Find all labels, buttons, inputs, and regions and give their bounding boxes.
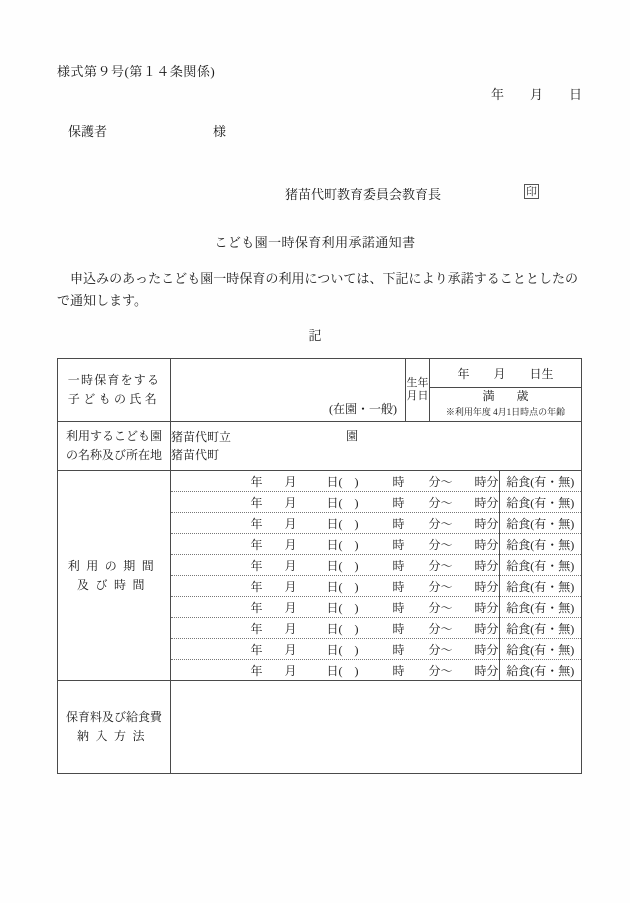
period-hour-to: 時 <box>474 579 487 594</box>
period-month: 月 <box>284 558 297 573</box>
payment-label-line2: 納入方法 <box>76 729 151 743</box>
child-name-input-cell[interactable] <box>171 359 406 422</box>
period-min-to: 分 <box>486 600 499 615</box>
period-min-from: 分～ <box>428 663 453 678</box>
period-month: 月 <box>284 642 297 657</box>
period-day: 日( ) <box>326 663 359 678</box>
period-hour-to: 時 <box>474 537 487 552</box>
table-row <box>171 576 581 597</box>
facility-input-cell[interactable] <box>171 422 582 471</box>
period-hour-from: 時 <box>392 537 405 552</box>
period-hour-from: 時 <box>392 516 405 531</box>
facility-label-line2: の名称及び所在地 <box>65 448 162 462</box>
meal-option-cell[interactable]: 給食(有・無) <box>499 618 581 639</box>
age-row[interactable] <box>430 387 581 421</box>
period-day: 日( ) <box>326 537 359 552</box>
period-datetime-cell[interactable] <box>171 471 499 492</box>
period-min-to: 分 <box>486 516 499 531</box>
period-min-to: 分 <box>486 663 499 678</box>
age-full-label: 満 <box>482 388 495 403</box>
facility-label <box>58 422 171 471</box>
period-day: 日( ) <box>326 558 359 573</box>
period-min-from: 分～ <box>428 495 453 510</box>
page-title: こども園一時保育利用承諾通知書 <box>214 235 416 250</box>
period-month: 月 <box>284 516 297 531</box>
birthdate-age-cell <box>430 359 582 422</box>
birthdate-label-vertical: 生年月日 <box>406 377 429 402</box>
period-date-table <box>171 471 581 680</box>
period-hour-from: 時 <box>392 621 405 636</box>
table-row <box>171 471 581 492</box>
ki-mark: 記 <box>308 328 322 343</box>
period-hour-from: 時 <box>392 663 405 678</box>
period-month: 月 <box>284 600 297 615</box>
period-year: 年 <box>250 495 263 510</box>
period-day: 日( ) <box>326 621 359 636</box>
period-year: 年 <box>250 642 263 657</box>
table-row <box>171 597 581 618</box>
period-year: 年 <box>250 621 263 636</box>
birth-day: 日生 <box>529 366 554 381</box>
period-hour-from: 時 <box>392 558 405 573</box>
guardian-honorific: 様 <box>213 124 227 139</box>
age-value-line <box>482 389 528 403</box>
table-row <box>171 555 581 576</box>
period-year: 年 <box>250 558 263 573</box>
issue-date-line <box>491 84 582 103</box>
period-day: 日( ) <box>326 579 359 594</box>
period-hour-to: 時 <box>474 516 487 531</box>
period-year: 年 <box>250 600 263 615</box>
period-day: 日( ) <box>326 642 359 657</box>
table-row-payment <box>58 681 582 774</box>
period-datetime-cell[interactable] <box>171 555 499 576</box>
guardian-label: 保護者 <box>68 124 108 139</box>
table-row-period <box>58 471 582 681</box>
facility-value-line1: 猪苗代町立 <box>171 430 232 444</box>
form-number: 様式第９号(第１４条関係) <box>57 64 216 79</box>
period-hour-from: 時 <box>392 600 405 615</box>
period-day: 日( ) <box>326 474 359 489</box>
period-hour-to: 時 <box>474 621 487 636</box>
facility-value-line2: 猪苗代町 <box>171 448 220 462</box>
payment-label-line1: 保育料及び給食費 <box>65 710 162 724</box>
meal-option-cell[interactable]: 給食(有・無) <box>499 555 581 576</box>
period-hour-from: 時 <box>392 474 405 489</box>
period-min-from: 分～ <box>428 579 453 594</box>
issue-date-day: 日 <box>568 87 582 102</box>
period-hour-to: 時 <box>474 642 487 657</box>
period-month: 月 <box>284 621 297 636</box>
period-year: 年 <box>250 579 263 594</box>
birth-year: 年 <box>457 366 470 381</box>
meal-option-cell[interactable]: 給食(有・無) <box>499 534 581 555</box>
period-min-to: 分 <box>486 474 499 489</box>
birthdate-input-row[interactable] <box>430 360 581 388</box>
seal-icon: 印 <box>526 186 537 198</box>
table-row <box>171 660 581 681</box>
period-rows-cell <box>171 471 582 681</box>
period-label-line1: 利用の期間 <box>67 558 161 573</box>
child-name-label <box>58 359 171 422</box>
period-datetime-cell[interactable] <box>171 492 499 513</box>
period-min-to: 分 <box>486 642 499 657</box>
birth-month: 月 <box>493 366 506 381</box>
birthdate-label <box>406 359 430 422</box>
period-hour-to: 時 <box>474 474 487 489</box>
period-datetime-cell[interactable] <box>171 660 499 681</box>
period-year: 年 <box>250 474 263 489</box>
table-row-facility <box>58 422 582 471</box>
period-hour-from: 時 <box>392 642 405 657</box>
period-hour-to: 時 <box>474 600 487 615</box>
period-min-from: 分～ <box>428 474 453 489</box>
period-hour-to: 時 <box>474 558 487 573</box>
payment-input-cell[interactable] <box>171 681 582 774</box>
guardian-addressee <box>68 121 226 140</box>
table-row <box>171 639 581 660</box>
issue-date-year: 年 <box>490 87 504 102</box>
period-min-from: 分～ <box>428 600 453 615</box>
meal-option-cell[interactable]: 給食(有・無) <box>499 597 581 618</box>
meal-option-cell[interactable]: 給食(有・無) <box>499 513 581 534</box>
period-day: 日( ) <box>326 516 359 531</box>
period-hour-to: 時 <box>474 495 487 510</box>
period-min-to: 分 <box>486 579 499 594</box>
period-min-from: 分～ <box>428 642 453 657</box>
meal-option-cell[interactable]: 給食(有・無) <box>499 471 581 492</box>
meal-option-cell[interactable]: 給食(有・無) <box>499 639 581 660</box>
issuer-name: 猪苗代町教育委員会教育長 <box>285 187 442 202</box>
child-name-label-line2: 子どもの氏名 <box>67 392 161 406</box>
period-datetime-cell[interactable] <box>171 618 499 639</box>
period-hour-from: 時 <box>392 495 405 510</box>
period-min-to: 分 <box>486 621 499 636</box>
facility-en-suffix: 園 <box>346 429 359 443</box>
period-month: 月 <box>284 663 297 678</box>
child-name-label-line1: 一時保育をする <box>67 373 161 387</box>
age-unit-label: 歳 <box>516 388 529 403</box>
period-month: 月 <box>284 495 297 510</box>
period-month: 月 <box>284 474 297 489</box>
period-year: 年 <box>250 537 263 552</box>
table-row <box>171 492 581 513</box>
table-row <box>171 534 581 555</box>
meal-option-cell[interactable]: 給食(有・無) <box>499 492 581 513</box>
period-min-from: 分～ <box>428 537 453 552</box>
table-row <box>171 513 581 534</box>
enrollment-type-note: (在園・一般) <box>329 402 397 416</box>
period-min-from: 分～ <box>428 558 453 573</box>
body-paragraph: 申込みのあったこども園一時保育の利用については、下記により承諾することとしたので通知します。 <box>57 271 578 308</box>
period-datetime-cell[interactable] <box>171 639 499 660</box>
period-datetime-cell[interactable] <box>171 576 499 597</box>
period-hour-from: 時 <box>392 579 405 594</box>
period-day: 日( ) <box>326 600 359 615</box>
period-min-from: 分～ <box>428 621 453 636</box>
period-label <box>58 471 171 681</box>
facility-label-line1: 利用するこども園 <box>65 429 162 443</box>
period-label-line2: 及び時間 <box>76 577 151 592</box>
period-year: 年 <box>250 663 263 678</box>
period-min-to: 分 <box>486 495 499 510</box>
period-min-to: 分 <box>486 558 499 573</box>
period-month: 月 <box>284 537 297 552</box>
meal-option-cell[interactable]: 給食(有・無) <box>499 660 581 681</box>
period-datetime-cell[interactable] <box>171 513 499 534</box>
meal-option-cell[interactable]: 給食(有・無) <box>499 576 581 597</box>
issue-date-month: 月 <box>529 87 543 102</box>
period-year: 年 <box>250 516 263 531</box>
period-min-to: 分 <box>486 537 499 552</box>
age-note: ※利用年度 4月1日時点の年齢 <box>445 406 566 417</box>
period-month: 月 <box>284 579 297 594</box>
period-datetime-cell[interactable] <box>171 534 499 555</box>
period-hour-to: 時 <box>474 663 487 678</box>
table-row-child <box>58 359 582 422</box>
period-min-from: 分～ <box>428 516 453 531</box>
period-datetime-cell[interactable] <box>171 597 499 618</box>
period-day: 日( ) <box>326 495 359 510</box>
payment-label <box>58 681 171 774</box>
notification-table <box>57 358 582 774</box>
table-row <box>171 618 581 639</box>
